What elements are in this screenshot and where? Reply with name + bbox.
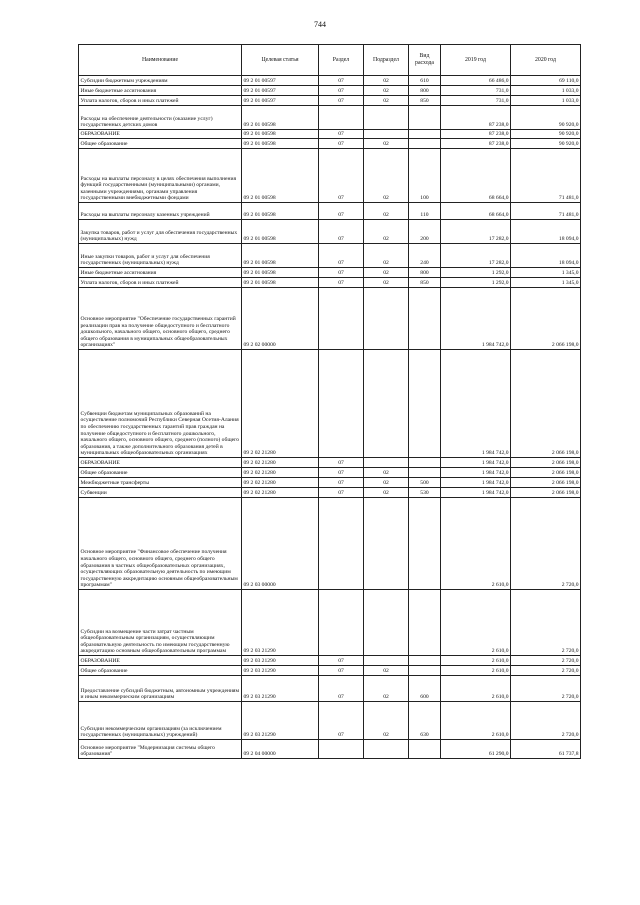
table-row bbox=[79, 268, 581, 278]
cell-2020: 1 033,0 bbox=[511, 96, 581, 106]
cell-2019: 61 290,0 bbox=[441, 740, 511, 759]
cell-vid: 630 bbox=[409, 702, 441, 740]
cell-2020: 1 033,0 bbox=[511, 86, 581, 96]
table-row bbox=[79, 350, 581, 458]
cell-name: Общее образование bbox=[79, 666, 242, 676]
table-row bbox=[79, 676, 581, 702]
cell-vid: 850 bbox=[409, 96, 441, 106]
cell-podrazdel: 02 bbox=[364, 96, 409, 106]
cell-name: Межбюджетные трансферты bbox=[79, 478, 242, 488]
cell-vid: 500 bbox=[409, 478, 441, 488]
cell-name: Субсидии на возмещение части затрат частным общеобразовательным организациям, осуществляющим образовательную деятельность по имеющим государственную аккредитацию основным общеобразовательным программам bbox=[79, 590, 242, 656]
cell-code: 09 2 01 00598 bbox=[242, 139, 319, 149]
cell-2020: 2 066 198,0 bbox=[511, 350, 581, 458]
cell-code: 09 2 03 21290 bbox=[242, 666, 319, 676]
cell-vid bbox=[409, 666, 441, 676]
cell-vid: 110 bbox=[409, 203, 441, 220]
cell-razdel: 07 bbox=[319, 130, 364, 139]
cell-code: 09 2 01 00598 bbox=[242, 130, 319, 139]
cell-name: Основное мероприятие "Финансовое обеспечение получения начального общего, основного общего, среднего общего образования в частных общеобразовательных организациях, осуществляющих образовательную деятельность по имеющим государственную аккредитацию основным общеобразовательным программам" bbox=[79, 498, 242, 590]
cell-2019: 17 282,0 bbox=[441, 244, 511, 268]
cell-2019: 1 984 742,0 bbox=[441, 458, 511, 468]
cell-vid bbox=[409, 139, 441, 149]
cell-razdel bbox=[319, 590, 364, 656]
cell-2019: 2 610,0 bbox=[441, 656, 511, 666]
cell-name: ОБРАЗОВАНИЕ bbox=[79, 656, 242, 666]
cell-name: Основное мероприятие "Обеспечение государственных гарантий реализации прав на получение общедоступного и бесплатного дошкольного, начального общего, основного общего, среднего общего образования в муниципальных общеобразовательных организациях" bbox=[79, 288, 242, 350]
cell-2020: 90 920,0 bbox=[511, 106, 581, 130]
cell-name: Предоставление субсидий бюджетным, автономным учреждениям и иным некоммерческим организациям bbox=[79, 676, 242, 702]
cell-vid bbox=[409, 350, 441, 458]
cell-2020: 2 720,0 bbox=[511, 666, 581, 676]
cell-razdel: 07 bbox=[319, 478, 364, 488]
cell-code: 09 2 03 00000 bbox=[242, 498, 319, 590]
cell-name: Общее образование bbox=[79, 468, 242, 478]
cell-vid bbox=[409, 288, 441, 350]
cell-name: Субсидии бюджетным учреждениям bbox=[79, 76, 242, 86]
cell-vid: 850 bbox=[409, 278, 441, 288]
header-vid: Вид расхода bbox=[409, 45, 441, 76]
cell-2020: 2 720,0 bbox=[511, 498, 581, 590]
cell-vid: 530 bbox=[409, 488, 441, 498]
cell-code: 09 2 01 00597 bbox=[242, 96, 319, 106]
cell-razdel: 07 bbox=[319, 666, 364, 676]
table-row bbox=[79, 96, 581, 106]
cell-code: 09 2 03 21290 bbox=[242, 676, 319, 702]
table-row bbox=[79, 139, 581, 149]
cell-2020: 2 066 198,0 bbox=[511, 458, 581, 468]
cell-podrazdel: 02 bbox=[364, 220, 409, 244]
cell-name: Уплата налогов, сборов и иных платежей bbox=[79, 278, 242, 288]
cell-podrazdel: 02 bbox=[364, 268, 409, 278]
cell-name: Субсидии некоммерческим организациям (за исключением государственных (муниципальных) учреждений) bbox=[79, 702, 242, 740]
cell-razdel: 07 bbox=[319, 244, 364, 268]
cell-razdel: 07 bbox=[319, 468, 364, 478]
table-row bbox=[79, 740, 581, 759]
cell-2020: 2 720,0 bbox=[511, 676, 581, 702]
cell-2020: 61 737,8 bbox=[511, 740, 581, 759]
cell-2020: 2 066 198,0 bbox=[511, 478, 581, 488]
cell-2019: 68 664,0 bbox=[441, 149, 511, 203]
cell-2019: 2 610,0 bbox=[441, 676, 511, 702]
cell-podrazdel bbox=[364, 458, 409, 468]
table-row bbox=[79, 106, 581, 130]
cell-vid bbox=[409, 740, 441, 759]
cell-vid bbox=[409, 590, 441, 656]
table-row bbox=[79, 498, 581, 590]
table-row bbox=[79, 278, 581, 288]
cell-podrazdel bbox=[364, 130, 409, 139]
cell-code: 09 2 02 00000 bbox=[242, 288, 319, 350]
cell-razdel: 07 bbox=[319, 220, 364, 244]
table-body bbox=[79, 76, 581, 759]
cell-razdel bbox=[319, 106, 364, 130]
cell-2019: 87 238,0 bbox=[441, 139, 511, 149]
cell-code: 09 2 01 00598 bbox=[242, 149, 319, 203]
cell-2020: 1 345,0 bbox=[511, 278, 581, 288]
cell-razdel bbox=[319, 498, 364, 590]
table-row bbox=[79, 458, 581, 468]
table-row bbox=[79, 488, 581, 498]
cell-name: Иные бюджетные ассигнования bbox=[79, 268, 242, 278]
cell-code: 09 2 02 21280 bbox=[242, 488, 319, 498]
cell-2019: 2 610,0 bbox=[441, 666, 511, 676]
cell-2019: 1 984 742,0 bbox=[441, 350, 511, 458]
cell-2020: 69 110,0 bbox=[511, 76, 581, 86]
cell-razdel: 07 bbox=[319, 96, 364, 106]
cell-razdel: 07 bbox=[319, 702, 364, 740]
cell-code: 09 2 01 00598 bbox=[242, 278, 319, 288]
cell-vid: 800 bbox=[409, 268, 441, 278]
cell-code: 09 2 03 21290 bbox=[242, 590, 319, 656]
cell-name: Закупка товаров, работ и услуг для обеспечения государственных (муниципальных) нужд bbox=[79, 220, 242, 244]
cell-razdel: 07 bbox=[319, 458, 364, 468]
cell-code: 09 2 01 00597 bbox=[242, 86, 319, 96]
cell-razdel: 07 bbox=[319, 488, 364, 498]
cell-podrazdel: 02 bbox=[364, 488, 409, 498]
cell-vid: 100 bbox=[409, 149, 441, 203]
cell-code: 09 2 02 21280 bbox=[242, 458, 319, 468]
cell-razdel: 07 bbox=[319, 76, 364, 86]
cell-2019: 17 282,0 bbox=[441, 220, 511, 244]
cell-code: 09 2 01 00598 bbox=[242, 106, 319, 130]
cell-2020: 2 720,0 bbox=[511, 590, 581, 656]
cell-2020: 2 066 198,0 bbox=[511, 468, 581, 478]
cell-name: Расходы на выплаты персоналу в целях обеспечения выполнения функций государственными (муниципальными) органами, казенными учреждениями, органами управления государственными внебюджетными фондами bbox=[79, 149, 242, 203]
cell-vid: 800 bbox=[409, 86, 441, 96]
cell-code: 09 2 01 00598 bbox=[242, 268, 319, 278]
cell-vid bbox=[409, 106, 441, 130]
cell-podrazdel bbox=[364, 498, 409, 590]
cell-code: 09 2 02 21280 bbox=[242, 468, 319, 478]
cell-2019: 1 984 742,0 bbox=[441, 288, 511, 350]
cell-razdel bbox=[319, 288, 364, 350]
cell-2020: 90 920,0 bbox=[511, 130, 581, 139]
cell-razdel: 07 bbox=[319, 203, 364, 220]
cell-2019: 87 238,0 bbox=[441, 106, 511, 130]
cell-podrazdel: 02 bbox=[364, 149, 409, 203]
cell-2020: 71 481,0 bbox=[511, 149, 581, 203]
cell-vid bbox=[409, 656, 441, 666]
cell-name: Субвенции bbox=[79, 488, 242, 498]
cell-2020: 1 345,0 bbox=[511, 268, 581, 278]
cell-2020: 2 066 198,0 bbox=[511, 488, 581, 498]
cell-razdel: 07 bbox=[319, 656, 364, 666]
cell-razdel: 07 bbox=[319, 278, 364, 288]
cell-2019: 66 486,0 bbox=[441, 76, 511, 86]
table-row bbox=[79, 590, 581, 656]
cell-code: 09 2 03 21290 bbox=[242, 656, 319, 666]
cell-2019: 1 984 742,0 bbox=[441, 478, 511, 488]
cell-2019: 731,0 bbox=[441, 96, 511, 106]
cell-razdel bbox=[319, 350, 364, 458]
cell-podrazdel: 02 bbox=[364, 478, 409, 488]
header-name: Наименование bbox=[79, 45, 242, 76]
cell-code: 09 2 02 21280 bbox=[242, 478, 319, 488]
cell-2020: 2 720,0 bbox=[511, 656, 581, 666]
cell-code: 09 2 04 00000 bbox=[242, 740, 319, 759]
cell-name: Основное мероприятие "Модернизация системы общего образования" bbox=[79, 740, 242, 759]
budget-table bbox=[78, 44, 581, 759]
cell-code: 09 2 01 00598 bbox=[242, 203, 319, 220]
cell-podrazdel: 02 bbox=[364, 139, 409, 149]
cell-razdel: 07 bbox=[319, 676, 364, 702]
cell-podrazdel: 02 bbox=[364, 666, 409, 676]
cell-podrazdel: 02 bbox=[364, 76, 409, 86]
header-podrazdel: Подраздел bbox=[364, 45, 409, 76]
cell-vid bbox=[409, 498, 441, 590]
table-header-row bbox=[79, 45, 581, 76]
header-razdel: Раздел bbox=[319, 45, 364, 76]
cell-2019: 1 984 742,0 bbox=[441, 468, 511, 478]
table-row bbox=[79, 76, 581, 86]
cell-vid: 200 bbox=[409, 220, 441, 244]
cell-podrazdel bbox=[364, 656, 409, 666]
table-row bbox=[79, 666, 581, 676]
cell-podrazdel: 02 bbox=[364, 702, 409, 740]
cell-2020: 18 094,0 bbox=[511, 220, 581, 244]
cell-2019: 731,0 bbox=[441, 86, 511, 96]
table-row bbox=[79, 478, 581, 488]
cell-2020: 18 094,0 bbox=[511, 244, 581, 268]
cell-podrazdel bbox=[364, 106, 409, 130]
cell-2019: 68 664,0 bbox=[441, 203, 511, 220]
cell-razdel: 07 bbox=[319, 139, 364, 149]
header-code: Целевая статья bbox=[242, 45, 319, 76]
cell-vid bbox=[409, 468, 441, 478]
table-row bbox=[79, 702, 581, 740]
table-row bbox=[79, 86, 581, 96]
table-row bbox=[79, 468, 581, 478]
cell-name: ОБРАЗОВАНИЕ bbox=[79, 458, 242, 468]
header-2020: 2020 год bbox=[511, 45, 581, 76]
cell-name: Уплата налогов, сборов и иных платежей bbox=[79, 96, 242, 106]
cell-vid: 610 bbox=[409, 76, 441, 86]
cell-podrazdel bbox=[364, 740, 409, 759]
header-2019: 2019 год bbox=[441, 45, 511, 76]
cell-2019: 1 292,0 bbox=[441, 268, 511, 278]
cell-razdel: 07 bbox=[319, 268, 364, 278]
cell-name: ОБРАЗОВАНИЕ bbox=[79, 130, 242, 139]
table-row bbox=[79, 220, 581, 244]
table-row bbox=[79, 288, 581, 350]
cell-podrazdel: 02 bbox=[364, 468, 409, 478]
cell-2020: 90 920,0 bbox=[511, 139, 581, 149]
cell-code: 09 2 01 00597 bbox=[242, 76, 319, 86]
cell-podrazdel: 02 bbox=[364, 203, 409, 220]
cell-2020: 2 066 198,0 bbox=[511, 288, 581, 350]
cell-vid: 240 bbox=[409, 244, 441, 268]
cell-code: 09 2 01 00598 bbox=[242, 244, 319, 268]
cell-vid bbox=[409, 130, 441, 139]
cell-razdel: 07 bbox=[319, 86, 364, 96]
cell-code: 09 2 01 00598 bbox=[242, 220, 319, 244]
cell-podrazdel bbox=[364, 288, 409, 350]
cell-name: Субвенции бюджетам муниципальных образований на осуществление полномочий Республики Северная Осетия-Алания по обеспечению государственных гарантий прав граждан на получение общедоступного и бесплатного дошкольного, начального общего, основного общего, среднего (полного) общего образования, а также дополнительного образования детей в муниципальных общеобразовательных организациях bbox=[79, 350, 242, 458]
table-row bbox=[79, 130, 581, 139]
table-row bbox=[79, 203, 581, 220]
cell-name: Общее образование bbox=[79, 139, 242, 149]
cell-2019: 1 984 742,0 bbox=[441, 488, 511, 498]
cell-podrazdel bbox=[364, 590, 409, 656]
cell-2019: 2 610,0 bbox=[441, 590, 511, 656]
cell-vid bbox=[409, 458, 441, 468]
cell-name: Иные бюджетные ассигнования bbox=[79, 86, 242, 96]
table-row bbox=[79, 244, 581, 268]
cell-podrazdel: 02 bbox=[364, 244, 409, 268]
page-number: 744 bbox=[314, 20, 326, 29]
cell-2019: 2 610,0 bbox=[441, 702, 511, 740]
cell-name: Иные закупки товаров, работ и услуг для обеспечения государственных (муниципальных) нужд bbox=[79, 244, 242, 268]
cell-podrazdel bbox=[364, 350, 409, 458]
cell-2020: 2 720,0 bbox=[511, 702, 581, 740]
table-row bbox=[79, 149, 581, 203]
cell-2020: 71 481,0 bbox=[511, 203, 581, 220]
cell-2019: 87 238,0 bbox=[441, 130, 511, 139]
cell-code: 09 2 02 21280 bbox=[242, 350, 319, 458]
cell-razdel: 07 bbox=[319, 149, 364, 203]
cell-2019: 1 292,0 bbox=[441, 278, 511, 288]
cell-2019: 2 610,0 bbox=[441, 498, 511, 590]
cell-razdel bbox=[319, 740, 364, 759]
cell-podrazdel: 02 bbox=[364, 278, 409, 288]
cell-vid: 600 bbox=[409, 676, 441, 702]
cell-podrazdel: 02 bbox=[364, 86, 409, 96]
table-row bbox=[79, 656, 581, 666]
cell-name: Расходы на выплаты персоналу казенных учреждений bbox=[79, 203, 242, 220]
cell-name: Расходы на обеспечение деятельности (оказание услуг) государственных детских домов bbox=[79, 106, 242, 130]
cell-podrazdel: 02 bbox=[364, 676, 409, 702]
cell-code: 09 2 03 21290 bbox=[242, 702, 319, 740]
